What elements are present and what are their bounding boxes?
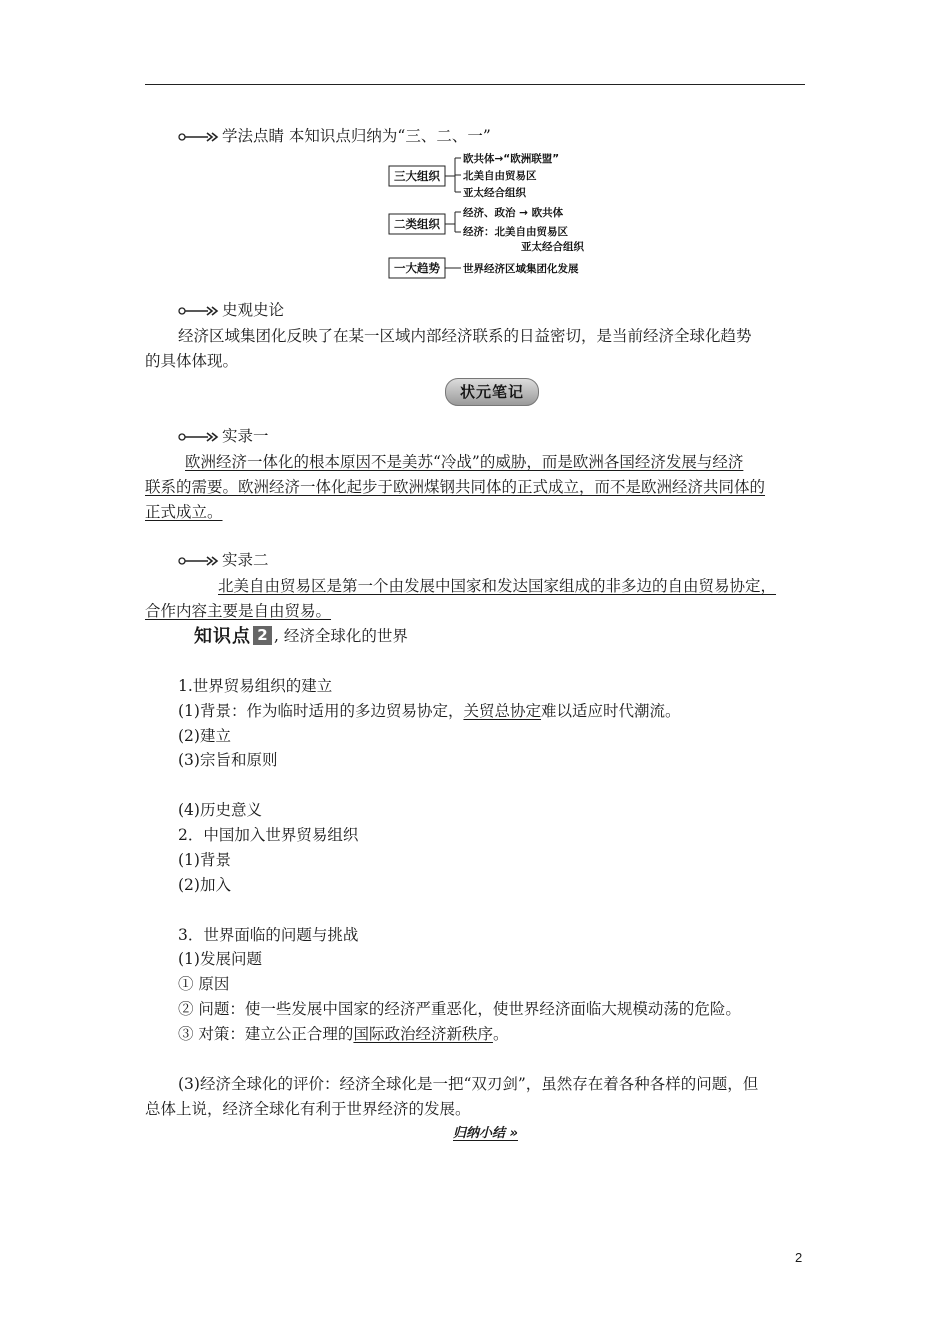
record-one-title: 实录一 bbox=[222, 427, 269, 445]
diagram-item: 世界经济区域集团化发展 bbox=[463, 263, 579, 275]
diagram-box-two-label: 二类组织 bbox=[394, 217, 440, 231]
outline-line: (3)宗旨和原则 bbox=[178, 751, 278, 769]
record-two-heading bbox=[178, 550, 269, 570]
diagram-box-three-label: 三大组织 bbox=[394, 169, 440, 183]
outline-text: 。 bbox=[492, 1025, 509, 1043]
history-text-line: 的具体体现。 bbox=[145, 352, 239, 370]
knowledge-point-heading bbox=[194, 622, 408, 648]
arrow-bullet-icon bbox=[178, 556, 220, 566]
record-one-line: 正式成立。 bbox=[145, 503, 223, 521]
outline-line: (1)背景 bbox=[178, 851, 231, 869]
outline-line: (2)加入 bbox=[178, 876, 231, 894]
outline-line: ① 原因 bbox=[178, 975, 230, 993]
record-one-heading bbox=[178, 426, 269, 446]
record-one-line: 联系的需要。欧洲经济一体化起步于欧洲煤钢共同体的正式成立，而不是欧洲经济共同体的 bbox=[145, 478, 766, 496]
outline-text: (1)背景：作为临时适用的多边贸易协定， bbox=[178, 702, 464, 720]
underlined-term: 关贸总协定 bbox=[463, 702, 541, 720]
history-text-line: 经济区域集团化反映了在某一区域内部经济联系的日益密切，是当前经济全球化趋势 bbox=[178, 327, 752, 345]
outline-line: 总体上说，经济全球化有利于世界经济的发展。 bbox=[145, 1100, 471, 1118]
outline-line: 1.世界贸易组织的建立 bbox=[178, 677, 333, 695]
summary-heading: 归纳小结 » bbox=[453, 1126, 518, 1141]
record-two-title: 实录二 bbox=[222, 551, 269, 569]
history-heading bbox=[178, 300, 284, 320]
record-one-line: 欧洲经济一体化的根本原因不是美苏“冷战”的威胁，而是欧洲各国经济发展与经济 bbox=[185, 453, 744, 471]
arrow-bullet-icon bbox=[178, 306, 220, 316]
record-two-line: 合作内容主要是自由贸易。 bbox=[145, 602, 332, 620]
knowledge-point-title: , 经济全球化的世界 bbox=[274, 627, 408, 645]
outline-line: (4)历史意义 bbox=[178, 801, 262, 819]
record-two-line: 北美自由贸易区是第一个由发展中国家和发达国家组成的非多边的自由贸易协定， bbox=[218, 577, 777, 595]
knowledge-point-number: 2 bbox=[253, 626, 272, 645]
underlined-term: 国际政治经济新秩序 bbox=[353, 1025, 493, 1043]
diagram-bracket-two bbox=[445, 212, 461, 232]
outline-line bbox=[178, 1024, 508, 1044]
diagram-item: 亚太经合组织 bbox=[521, 241, 584, 253]
diagram-item: 亚太经合组织 bbox=[463, 187, 526, 199]
summary-diagram bbox=[385, 148, 615, 280]
outline-line: (3)经济全球化的评价：经济全球化是一把“双刃剑”，虽然存在着各种各样的问题，但 bbox=[178, 1075, 759, 1093]
notes-badge: 状元笔记 bbox=[445, 378, 539, 406]
diagram-item: 经济：北美自由贸易区 bbox=[463, 226, 568, 238]
header-rule bbox=[145, 84, 805, 85]
arrow-bullet-icon bbox=[178, 132, 220, 142]
outline-line bbox=[178, 701, 681, 721]
outline-line: (1)发展问题 bbox=[178, 950, 262, 968]
diagram-item: 北美自由贸易区 bbox=[463, 170, 537, 182]
outline-text: ③ 对策：建立公正合理的 bbox=[178, 1025, 354, 1043]
diagram-bracket-one bbox=[445, 158, 461, 192]
diagram-item: 欧共体→“欧洲联盟” bbox=[463, 153, 560, 165]
arrow-bullet-icon bbox=[178, 432, 220, 442]
diagram-item: 经济、政治 → 欧共体 bbox=[463, 207, 564, 219]
outline-line: (2)建立 bbox=[178, 727, 231, 745]
outline-line: 3．世界面临的问题与挑战 bbox=[178, 926, 359, 944]
outline-line: ② 问题：使一些发展中国家的经济严重恶化，使世界经济面临大规模动荡的危险。 bbox=[178, 1000, 741, 1018]
outline-line: 2．中国加入世界贸易组织 bbox=[178, 826, 359, 844]
history-title: 史观史论 bbox=[222, 301, 285, 319]
page-number: 2 bbox=[795, 1250, 803, 1265]
diagram-box-one-label: 一大趋势 bbox=[394, 261, 440, 275]
outline-text: 难以适应时代潮流。 bbox=[540, 702, 681, 720]
method-title: 学法点睛 本知识点归纳为“三、二、一” bbox=[222, 127, 491, 145]
knowledge-point-label: 知识点 bbox=[194, 626, 251, 647]
method-heading bbox=[178, 126, 491, 146]
